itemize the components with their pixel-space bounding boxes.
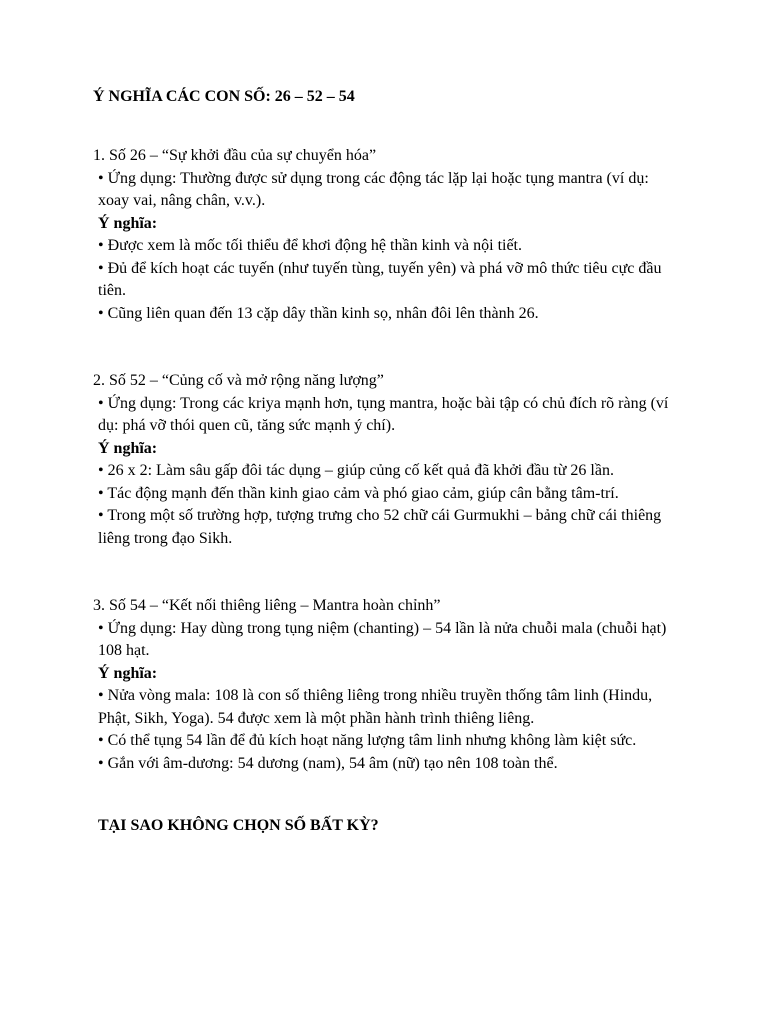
document-page	[93, 86, 683, 838]
meaning-item: • 26 x 2: Làm sâu gấp đôi tác dụng – giúp củng cố kết quả đã khởi đầu từ 26 lần.	[98, 462, 614, 479]
usage-text: • Ứng dụng: Hay dùng trong tụng niệm (chanting) – 54 lần là nửa chuỗi mala (chuỗi hạt) 108 hạt.	[98, 619, 667, 659]
meaning-item: • Được xem là mốc tối thiểu để khơi động hệ thần kinh và nội tiết.	[98, 237, 522, 254]
section-number-26	[93, 145, 683, 325]
section-heading: 3. Số 54 – “Kết nối thiêng liêng – Mantra hoàn chỉnh”	[93, 597, 441, 614]
meaning-item: • Gắn với âm-dương: 54 dương (nam), 54 âm (nữ) tạo nên 108 toàn thể.	[98, 754, 558, 772]
usage-text: • Ứng dụng: Thường được sử dụng trong các động tác lặp lại hoặc tụng mantra (ví dụ: xoay vai, nâng chân, v.v.).	[98, 169, 649, 209]
usage-text: • Ứng dụng: Trong các kriya mạnh hơn, tụng mantra, hoặc bài tập có chủ đích rõ ràng (ví dụ: phá vỡ thói quen cũ, tăng sức mạnh ý chí).	[98, 394, 669, 434]
document-title: Ý NGHĨA CÁC CON SỐ: 26 – 52 – 54	[93, 88, 355, 105]
section-heading: 2. Số 52 – “Củng cố và mở rộng năng lượng”	[93, 372, 384, 389]
section-number-54	[93, 595, 683, 775]
meaning-item: • Đủ để kích hoạt các tuyến (như tuyến tùng, tuyến yên) và phá vỡ mô thức tiêu cực đầu tiên.	[98, 259, 662, 299]
section-number-52	[93, 370, 683, 550]
meaning-item: • Tác động mạnh đến thần kinh giao cảm và phó giao cảm, giúp cân bằng tâm-trí.	[98, 484, 619, 502]
meaning-label: Ý nghĩa:	[98, 664, 158, 682]
meaning-label: Ý nghĩa:	[98, 439, 158, 457]
closing-heading: TẠI SAO KHÔNG CHỌN SỐ BẤT KỲ?	[98, 817, 379, 834]
meaning-item: • Nửa vòng mala: 108 là con số thiêng liêng trong nhiều truyền thống tâm linh (Hindu, Phật, Sikh, Yoga). 54 được xem là một phần hành trình thiêng liêng.	[98, 687, 653, 727]
meaning-item: • Có thể tụng 54 lần để đủ kích hoạt năng lượng tâm linh nhưng không làm kiệt sức.	[98, 732, 637, 749]
meaning-item: • Cũng liên quan đến 13 cặp dây thần kinh sọ, nhân đôi lên thành 26.	[98, 304, 539, 322]
meaning-label: Ý nghĩa:	[98, 214, 158, 232]
section-heading: 1. Số 26 – “Sự khởi đầu của sự chuyển hóa”	[93, 147, 377, 164]
meaning-item: • Trong một số trường hợp, tượng trưng cho 52 chữ cái Gurmukhi – bảng chữ cái thiêng liêng trong đạo Sikh.	[98, 507, 662, 547]
